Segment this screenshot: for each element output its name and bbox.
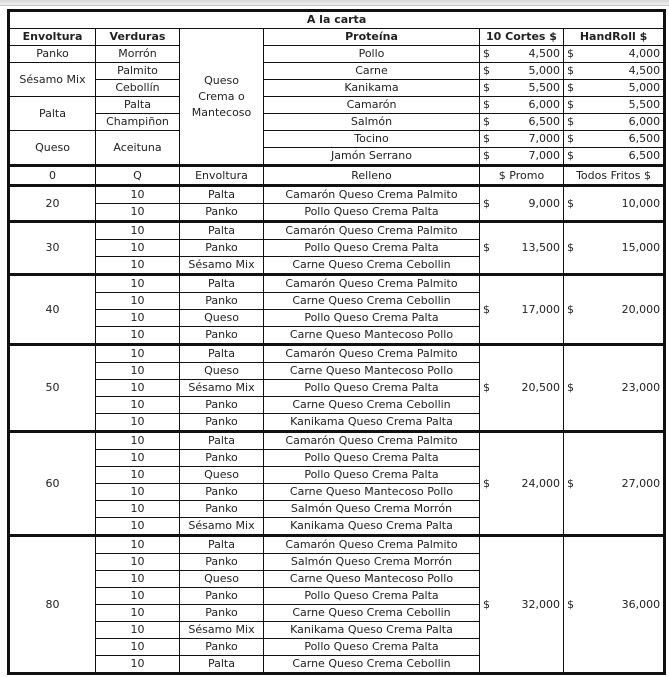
menu-table bbox=[7, 9, 666, 675]
todos-fritos-price bbox=[564, 186, 665, 222]
price-amount: 7,000 bbox=[528, 149, 560, 162]
verdura-morron: Morrón bbox=[96, 46, 180, 63]
price-amount: 5,000 bbox=[528, 64, 560, 77]
promo-price bbox=[480, 186, 564, 222]
price-handroll bbox=[564, 131, 665, 148]
header-envoltura: Envoltura bbox=[180, 166, 264, 186]
promo-total-pieces: 60 bbox=[9, 432, 96, 536]
price-amount: 6,500 bbox=[628, 132, 661, 145]
roll-quantity: 10 bbox=[96, 380, 180, 397]
price-amount: 7,000 bbox=[528, 132, 560, 145]
roll-quantity: 10 bbox=[96, 571, 180, 588]
roll-relleno: Carne Queso Mantecoso Pollo bbox=[264, 327, 480, 345]
promo-total-pieces: 30 bbox=[9, 222, 96, 275]
price-10-cortes bbox=[480, 46, 564, 63]
roll-quantity: 10 bbox=[96, 257, 180, 275]
price-amount: 4,000 bbox=[628, 47, 661, 60]
roll-envoltura: Panko bbox=[180, 204, 264, 222]
a-la-carta-row bbox=[9, 46, 665, 63]
price-10-cortes bbox=[480, 97, 564, 114]
header-handroll: HandRoll $ bbox=[564, 29, 665, 46]
roll-quantity: 10 bbox=[96, 293, 180, 310]
roll-envoltura: Queso bbox=[180, 310, 264, 327]
roll-envoltura: Panko bbox=[180, 450, 264, 467]
roll-relleno: Pollo Queso Crema Palta bbox=[264, 380, 480, 397]
price-amount: 24,000 bbox=[521, 476, 560, 490]
promo-row bbox=[9, 222, 665, 240]
roll-relleno: Camarón Queso Crema Palmito bbox=[264, 432, 480, 450]
price-handroll bbox=[564, 80, 665, 97]
roll-quantity: 10 bbox=[96, 467, 180, 484]
promos-header-row bbox=[9, 166, 665, 186]
roll-quantity: 10 bbox=[96, 605, 180, 622]
promo-row bbox=[9, 536, 665, 554]
promo-total-pieces: 40 bbox=[9, 275, 96, 345]
roll-relleno: Pollo Queso Crema Palta bbox=[264, 467, 480, 484]
roll-relleno: Kanikama Queso Crema Palta bbox=[264, 622, 480, 639]
proteina-name: Tocino bbox=[264, 131, 480, 148]
envoltura-sesamo-mix: Sésamo Mix bbox=[9, 63, 96, 97]
roll-quantity: 10 bbox=[96, 186, 180, 204]
currency-symbol: $ bbox=[567, 64, 574, 77]
price-amount: 6,500 bbox=[528, 115, 560, 128]
roll-relleno: Pollo Queso Crema Palta bbox=[264, 588, 480, 605]
roll-envoltura: Sésamo Mix bbox=[180, 380, 264, 397]
currency-symbol: $ bbox=[483, 196, 490, 210]
price-amount: 6,500 bbox=[628, 149, 661, 162]
roll-relleno: Pollo Queso Crema Palta bbox=[264, 240, 480, 257]
currency-symbol: $ bbox=[483, 302, 490, 316]
header-cantidad: 0 bbox=[9, 166, 96, 186]
price-amount: 13,500 bbox=[521, 241, 560, 254]
promo-total-pieces: 50 bbox=[9, 345, 96, 432]
roll-relleno: Carne Queso Crema Cebollin bbox=[264, 397, 480, 414]
roll-relleno: Carne Queso Mantecoso Pollo bbox=[264, 363, 480, 380]
roll-relleno: Salmón Queso Crema Morrón bbox=[264, 501, 480, 518]
todos-fritos-price bbox=[564, 345, 665, 432]
currency-symbol: $ bbox=[567, 597, 574, 611]
roll-quantity: 10 bbox=[96, 450, 180, 467]
header-relleno: Relleno bbox=[264, 166, 480, 186]
roll-envoltura: Palta bbox=[180, 536, 264, 554]
roll-envoltura: Palta bbox=[180, 432, 264, 450]
roll-envoltura: Panko bbox=[180, 605, 264, 622]
todos-fritos-price bbox=[564, 536, 665, 674]
roll-quantity: 10 bbox=[96, 414, 180, 432]
roll-relleno: Camarón Queso Crema Palmito bbox=[264, 536, 480, 554]
roll-envoltura: Palta bbox=[180, 186, 264, 204]
roll-envoltura: Queso bbox=[180, 363, 264, 380]
currency-symbol: $ bbox=[567, 98, 574, 111]
promo-price bbox=[480, 432, 564, 536]
a-la-carta-row bbox=[9, 63, 665, 80]
price-amount: 4,500 bbox=[528, 47, 560, 60]
roll-quantity: 10 bbox=[96, 588, 180, 605]
roll-envoltura: Palta bbox=[180, 275, 264, 293]
proteina-name: Salmón bbox=[264, 114, 480, 131]
roll-quantity: 10 bbox=[96, 222, 180, 240]
roll-envoltura: Panko bbox=[180, 293, 264, 310]
a-la-carta-row bbox=[9, 131, 665, 148]
roll-relleno: Carne Queso Crema Cebollin bbox=[264, 605, 480, 622]
roll-quantity: 10 bbox=[96, 310, 180, 327]
proteina-name: Carne bbox=[264, 63, 480, 80]
price-handroll bbox=[564, 97, 665, 114]
verdura-palmito: Palmito bbox=[96, 63, 180, 80]
price-amount: 5,000 bbox=[628, 81, 661, 94]
currency-symbol: $ bbox=[567, 302, 574, 316]
a-la-carta-row bbox=[9, 97, 665, 114]
promo-total-pieces: 80 bbox=[9, 536, 96, 674]
price-amount: 20,000 bbox=[621, 302, 661, 316]
price-10-cortes bbox=[480, 80, 564, 97]
currency-symbol: $ bbox=[567, 476, 574, 490]
price-10-cortes bbox=[480, 63, 564, 80]
roll-envoltura: Palta bbox=[180, 222, 264, 240]
roll-relleno: Kanikama Queso Crema Palta bbox=[264, 518, 480, 536]
verdura-aceituna: Aceituna bbox=[96, 131, 180, 166]
currency-symbol: $ bbox=[483, 81, 490, 94]
currency-symbol: $ bbox=[483, 381, 490, 394]
price-10-cortes bbox=[480, 131, 564, 148]
header-proteina: Proteína bbox=[264, 29, 480, 46]
verdura-palta: Palta bbox=[96, 97, 180, 114]
roll-envoltura: Queso bbox=[180, 571, 264, 588]
currency-symbol: $ bbox=[567, 196, 574, 210]
roll-relleno: Pollo Queso Crema Palta bbox=[264, 310, 480, 327]
promo-price bbox=[480, 275, 564, 345]
currency-symbol: $ bbox=[483, 476, 490, 490]
roll-envoltura: Panko bbox=[180, 554, 264, 571]
header-10-cortes: 10 Cortes $ bbox=[480, 29, 564, 46]
roll-envoltura: Sésamo Mix bbox=[180, 622, 264, 639]
a-la-carta-row bbox=[9, 114, 665, 131]
roll-envoltura: Panko bbox=[180, 397, 264, 414]
price-amount: 32,000 bbox=[521, 597, 560, 611]
roll-relleno: Salmón Queso Crema Morrón bbox=[264, 554, 480, 571]
header-envoltura: Envoltura bbox=[9, 29, 96, 46]
header-verduras: Verduras bbox=[96, 29, 180, 46]
price-amount: 15,000 bbox=[621, 241, 661, 254]
roll-relleno: Pollo Queso Crema Palta bbox=[264, 450, 480, 467]
roll-quantity: 10 bbox=[96, 536, 180, 554]
roll-relleno: Camarón Queso Crema Palmito bbox=[264, 186, 480, 204]
currency-symbol: $ bbox=[483, 115, 490, 128]
roll-relleno: Carne Queso Crema Cebollin bbox=[264, 656, 480, 674]
currency-symbol: $ bbox=[567, 115, 574, 128]
roll-envoltura: Panko bbox=[180, 484, 264, 501]
price-amount: 4,500 bbox=[628, 64, 661, 77]
price-amount: 6,000 bbox=[628, 115, 661, 128]
price-amount: 23,000 bbox=[621, 381, 661, 394]
promo-row bbox=[9, 186, 665, 204]
roll-relleno: Carne Queso Mantecoso Pollo bbox=[264, 484, 480, 501]
roll-quantity: 10 bbox=[96, 363, 180, 380]
title-row bbox=[9, 11, 665, 29]
currency-symbol: $ bbox=[483, 149, 490, 162]
currency-symbol: $ bbox=[567, 81, 574, 94]
roll-envoltura: Panko bbox=[180, 501, 264, 518]
a-la-carta-header-row bbox=[9, 29, 665, 46]
proteina-name: Jamón Serrano bbox=[264, 148, 480, 166]
price-amount: 9,000 bbox=[528, 196, 560, 210]
promo-row bbox=[9, 432, 665, 450]
promo-price bbox=[480, 345, 564, 432]
roll-relleno: Kanikama Queso Crema Palta bbox=[264, 414, 480, 432]
price-10-cortes bbox=[480, 114, 564, 131]
promo-price bbox=[480, 222, 564, 275]
roll-envoltura: Sésamo Mix bbox=[180, 257, 264, 275]
header-promo: $ Promo bbox=[480, 166, 564, 186]
envoltura-panko: Panko bbox=[9, 46, 96, 63]
promo-total-pieces: 20 bbox=[9, 186, 96, 222]
queso-cell: Queso Crema o Mantecoso bbox=[180, 29, 264, 166]
header-todos-fritos: Todos Fritos $ bbox=[564, 166, 665, 186]
roll-envoltura: Panko bbox=[180, 240, 264, 257]
price-amount: 17,000 bbox=[521, 302, 560, 316]
envoltura-palta: Palta bbox=[9, 97, 96, 131]
roll-relleno: Carne Queso Mantecoso Pollo bbox=[264, 571, 480, 588]
price-amount: 6,000 bbox=[528, 98, 560, 111]
todos-fritos-price bbox=[564, 432, 665, 536]
verdura-cebollin: Cebollín bbox=[96, 80, 180, 97]
roll-envoltura: Panko bbox=[180, 588, 264, 605]
verdura-champinon: Champiñon bbox=[96, 114, 180, 131]
a-la-carta-row bbox=[9, 80, 665, 97]
currency-symbol: $ bbox=[483, 597, 490, 611]
roll-relleno: Carne Queso Crema Cebollin bbox=[264, 293, 480, 310]
roll-relleno: Pollo Queso Crema Palta bbox=[264, 639, 480, 656]
currency-symbol: $ bbox=[483, 241, 490, 254]
proteina-name: Kanikama bbox=[264, 80, 480, 97]
roll-envoltura: Panko bbox=[180, 414, 264, 432]
roll-envoltura: Panko bbox=[180, 327, 264, 345]
roll-quantity: 10 bbox=[96, 432, 180, 450]
envoltura-queso: Queso bbox=[9, 131, 96, 166]
roll-envoltura: Panko bbox=[180, 639, 264, 656]
roll-envoltura: Sésamo Mix bbox=[180, 518, 264, 536]
price-amount: 20,500 bbox=[521, 381, 560, 394]
price-handroll bbox=[564, 114, 665, 131]
price-handroll bbox=[564, 63, 665, 80]
price-amount: 27,000 bbox=[621, 476, 661, 490]
currency-symbol: $ bbox=[567, 381, 574, 394]
proteina-name: Camarón bbox=[264, 97, 480, 114]
price-amount: 36,000 bbox=[621, 597, 661, 611]
roll-relleno: Camarón Queso Crema Palmito bbox=[264, 275, 480, 293]
header-q: Q bbox=[96, 166, 180, 186]
currency-symbol: $ bbox=[483, 132, 490, 145]
roll-envoltura: Palta bbox=[180, 656, 264, 674]
roll-quantity: 10 bbox=[96, 275, 180, 293]
proteina-name: Pollo bbox=[264, 46, 480, 63]
roll-quantity: 10 bbox=[96, 639, 180, 656]
roll-relleno: Pollo Queso Crema Palta bbox=[264, 204, 480, 222]
roll-quantity: 10 bbox=[96, 518, 180, 536]
roll-relleno: Carne Queso Crema Cebollin bbox=[264, 257, 480, 275]
currency-symbol: $ bbox=[483, 98, 490, 111]
window-top-bar bbox=[0, 0, 669, 6]
currency-symbol: $ bbox=[483, 64, 490, 77]
price-handroll bbox=[564, 46, 665, 63]
roll-relleno: Camarón Queso Crema Palmito bbox=[264, 345, 480, 363]
price-handroll bbox=[564, 148, 665, 166]
price-amount: 5,500 bbox=[528, 81, 560, 94]
roll-quantity: 10 bbox=[96, 656, 180, 674]
currency-symbol: $ bbox=[567, 149, 574, 162]
roll-quantity: 10 bbox=[96, 554, 180, 571]
table-title: A la carta bbox=[9, 11, 665, 29]
roll-quantity: 10 bbox=[96, 622, 180, 639]
roll-quantity: 10 bbox=[96, 204, 180, 222]
roll-quantity: 10 bbox=[96, 397, 180, 414]
price-amount: 5,500 bbox=[628, 98, 661, 111]
promo-row bbox=[9, 275, 665, 293]
promo-price bbox=[480, 536, 564, 674]
roll-envoltura: Queso bbox=[180, 467, 264, 484]
roll-quantity: 10 bbox=[96, 327, 180, 345]
price-amount: 10,000 bbox=[621, 196, 661, 210]
todos-fritos-price bbox=[564, 222, 665, 275]
roll-quantity: 10 bbox=[96, 501, 180, 518]
currency-symbol: $ bbox=[483, 47, 490, 60]
currency-symbol: $ bbox=[567, 132, 574, 145]
roll-quantity: 10 bbox=[96, 240, 180, 257]
price-10-cortes bbox=[480, 148, 564, 166]
promo-row bbox=[9, 345, 665, 363]
roll-quantity: 10 bbox=[96, 484, 180, 501]
roll-envoltura: Palta bbox=[180, 345, 264, 363]
todos-fritos-price bbox=[564, 275, 665, 345]
roll-relleno: Camarón Queso Crema Palmito bbox=[264, 222, 480, 240]
roll-quantity: 10 bbox=[96, 345, 180, 363]
currency-symbol: $ bbox=[567, 241, 574, 254]
currency-symbol: $ bbox=[567, 47, 574, 60]
